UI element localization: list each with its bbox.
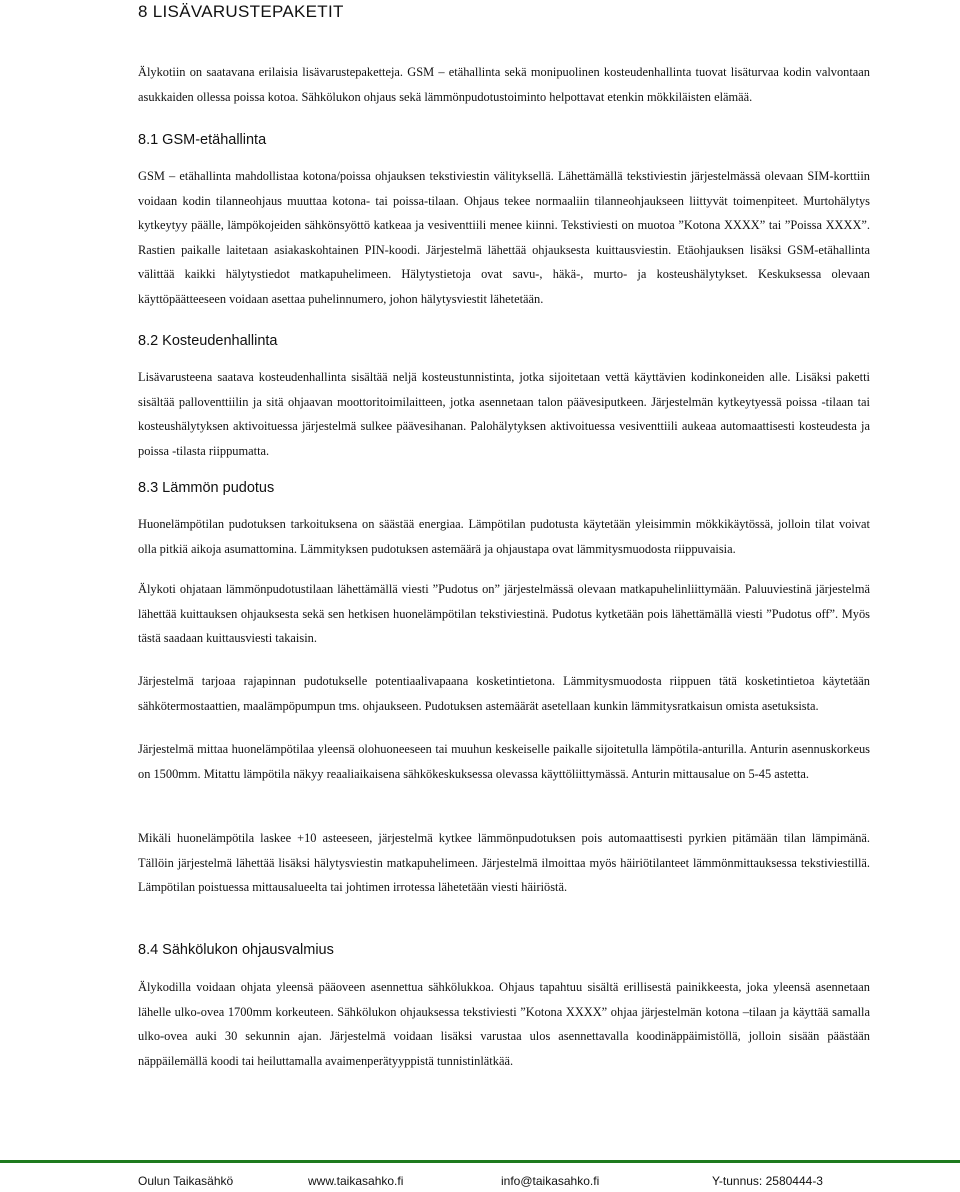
intro-paragraph: Älykotiin on saatavana erilaisia lisävarustepaketteja. GSM – etähallinta sekä monipuolinen kosteudenhallinta tuovat lisäturvaa kodin valvontaan asukkaiden ollessa poissa kotoa. Sähkölukon ohjaus sekä lämmönpudotustoiminto helpottavat etenkin mökkiläisten elämää. (138, 65, 870, 104)
temp-drop-paragraph-5: Mikäli huonelämpötila laskee +10 asteeseen, järjestelmä kytkee lämmönpudotuksen pois automaattisesti pyrkien pitämään tilan lämpimänä. Tällöin järjestelmä lähettää lisäksi hälytysviestin matkapuhelimeen. Järjestelmä ilmoittaa myös häiriötilanteet lämmönmittauksessa tekstiviestillä. Lämpötilan poistuessa mittausalueelta tai johtimen irrotessa lähetetään viesti häiriöstä. (138, 831, 870, 894)
section-title-gsm: 8.1 GSM-etähallinta (138, 132, 267, 148)
temp-drop-paragraph-2: Älykoti ohjataan lämmönpudotustilaan lähettämällä viesti ”Pudotus on” järjestelmässä olevaan matkapuhelinliittymään. Paluuviestinä järjestelmä lähettää kuittauksen ohjauksesta sekä sen hetkisen huonelämpötilan tekstiviestinä. Pudotus kytketään pois lähettämällä viesti ”Pudotus off”. Myös tästä saadaan kuittausviesti takaisin. (138, 582, 870, 645)
electric-lock-paragraph: Älykodilla voidaan ohjata yleensä pääoveen asennettua sähkölukkoa. Ohjaus tapahtuu sisältä erillisestä painikkeesta, joka yleensä asennetaan lähelle ulko-ovea 1700mm korkeuteen. Sähkölukon ohjauksessa tekstiviesti ”Kotona XXXX” ohjaa järjestelmän kotona –tilaan ja käyttää samalla ulko-ovea auki 30 sekunnin ajan. Järjestelmä voidaan lisäksi varustaa ulos asennettavalla koodinäppäimistöllä, jolloin sisään päästään näppäilemällä koodi tai heiluttamalla avaimenperätyyppistä tunnistinlätkää. (138, 980, 870, 1068)
footer (138, 1174, 828, 1192)
section-title-temperature-drop: 8.3 Lämmön pudotus (138, 480, 275, 496)
temp-drop-paragraph-3: Järjestelmä tarjoaa rajapinnan pudotukselle potentiaalivapaana kosketintietona. Lämmitysmuodosta riippuen tätä kosketintietoa käytetään sähkötermostaattien, maalämpöpumpun tms. ohjaukseen. Pudotuksen astemäärät asetellaan kunkin lämmitysratkaisun omista asetuksista. (138, 674, 870, 713)
chapter-title: 8 LISÄVARUSTEPAKETIT (138, 2, 344, 21)
footer-company: Oulun Taikasähkö (138, 1174, 234, 1188)
section-title-humidity: 8.2 Kosteudenhallinta (138, 333, 278, 349)
humidity-paragraph: Lisävarusteena saatava kosteudenhallinta sisältää neljä kosteustunnistinta, jotka sijoitetaan vettä käyttävien kodinkoneiden alle. Lisäksi paketti sisältää palloventtiilin ja sitä ohjaavan moottoritoimilaitteen, jotka asennetaan talon päävesiputkeen. Järjestelmän kytkeytyessä poissa -tilaan tai kosteushälytyksen aktivoituessa järjestelmä sulkee päävesihanan. Palohälytyksen aktivoituessa vesiventtiili aukeaa automaattisesti kosteudesta ja poissa -tilasta riippumatta. (138, 370, 870, 458)
gsm-paragraph: GSM – etähallinta mahdollistaa kotona/poissa ohjauksen tekstiviestin välityksellä. Lähettämällä tekstiviestin järjestelmässä olevaan SIM-korttiin voidaan kodin tilanneohjaus muuttaa kotona- tai poissa-tilaan. Ohjaus tekee normaaliin tilanneohjaukseen liittyvät toimenpiteet. Murtohälytys kytkeytyy päälle, lämpökojeiden sähkönsyöttö katkeaa ja vesiventtiili menee kiinni. Tekstiviesti on muotoa ”Kotona XXXX” tai ”Poissa XXXX”. Rastien paikalle laitetaan asiakaskohtainen PIN-koodi. Järjestelmä lähettää ohjauksesta kuittausviestin. Etäohjauksen lisäksi GSM-etähallinta välittää kaikki hälytystiedot matkapuhelimeen. Hälytystietoja ovat savu-, häkä-, murto- ja kosteushälytykset. Keskuksessa olevaan käyttöpäätteeseen voidaan asettaa puhelinnumero, johon hälytysviestit lähetetään. (138, 169, 870, 306)
footer-business-id: Y-tunnus: 2580444-3 (712, 1174, 823, 1188)
footer-website[interactable]: www.taikasahko.fi (308, 1174, 404, 1188)
temp-drop-paragraph-4: Järjestelmä mittaa huonelämpötilaa yleensä olohuoneeseen tai muuhun keskeiselle paikalle sijoitetulla lämpötila-anturilla. Anturin asennuskorkeus on 1500mm. Mitattu lämpötila näkyy reaaliaikaisena sähkökeskuksessa olevassa käyttöliittymässä. Anturin mittausalue on 5-45 astetta. (138, 742, 870, 781)
footer-divider (0, 1160, 960, 1163)
footer-email[interactable]: info@taikasahko.fi (501, 1174, 600, 1188)
temp-drop-paragraph-1: Huonelämpötilan pudotuksen tarkoituksena on säästää energiaa. Lämpötilan pudotusta käytetään yleisimmin mökkikäytössä, jolloin tilat voivat olla pitkiä aikoja asumattomina. Lämmityksen pudotuksen astemäärä ja ohjaustapa ovat lämmitysmuodosta riippuvaisia. (138, 517, 870, 556)
section-title-electric-lock: 8.4 Sähkölukon ohjausvalmius (138, 942, 334, 958)
